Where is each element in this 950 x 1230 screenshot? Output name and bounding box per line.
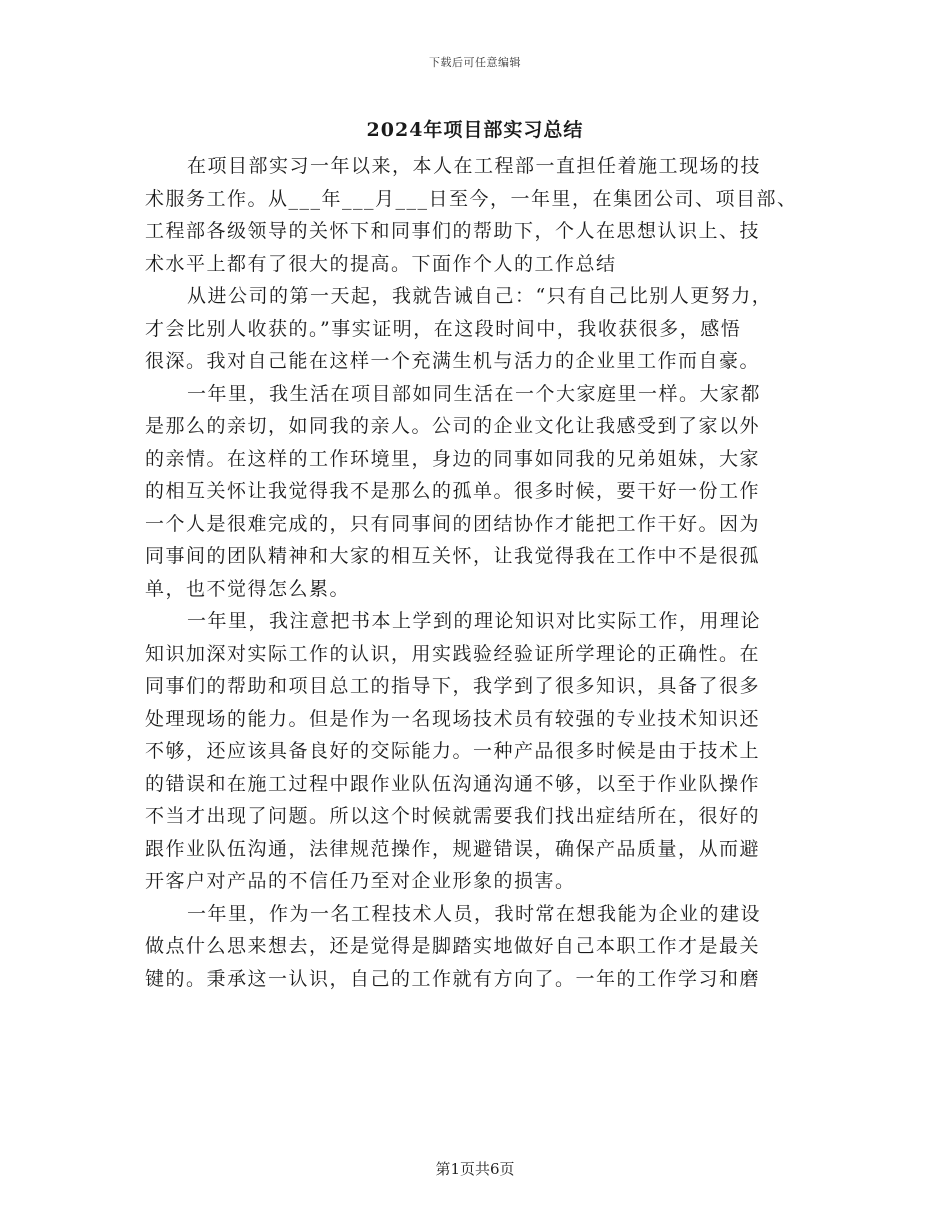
paragraph-line: 同事们的帮助和项目总工的指导下，我学到了很多知识，具备了很多 bbox=[145, 675, 761, 697]
paragraph-line: 是那么的亲切，如同我的亲人。公司的企业文化让我感受到了家以外 bbox=[145, 415, 761, 437]
paragraph-line: 处理现场的能力。但是作为一名现场技术员有较强的专业技术知识还 bbox=[145, 707, 761, 730]
header-note: 下载后可任意编辑 bbox=[429, 56, 521, 69]
paragraph-line: 同事间的团队精神和大家的相互关怀，让我觉得我在工作中不是很孤 bbox=[145, 545, 761, 567]
paragraph-line: 从进公司的第一天起，我就告诫自己：“只有自己比别人更努力， bbox=[187, 285, 773, 307]
document-title: 2024年项目部实习总结 bbox=[366, 119, 584, 141]
paragraph-line: 很深。我对自己能在这样一个充满生机与活力的企业里工作而自豪。 bbox=[145, 350, 761, 372]
paragraph-line: 术水平上都有了很大的提高。下面作个人的工作总结 bbox=[145, 252, 617, 275]
paragraph-line: 的相互关怀让我觉得我不是那么的孤单。很多时候，要干好一份工作 bbox=[145, 480, 761, 502]
paragraph-line: 不当才出现了问题。所以这个时候就需要我们找出症结所在，很好的 bbox=[145, 805, 761, 827]
paragraph-line: 一年里，我生活在项目部如同生活在一个大家庭里一样。大家都 bbox=[187, 382, 762, 405]
paragraph-line: 工程部各级领导的关怀下和同事们的帮助下，个人在思想认识上、技 bbox=[145, 220, 761, 242]
paragraph-line: 在项目部实习一年以来，本人在工程部一直担任着施工现场的技 bbox=[187, 155, 762, 177]
paragraph-line: 键的。秉承这一认识，自己的工作就有方向了。一年的工作学习和磨 bbox=[145, 967, 761, 990]
paragraph-line: 不够，还应该具备良好的交际能力。一种产品很多时候是由于技术上 bbox=[145, 740, 761, 762]
paragraph-line: 的错误和在施工过程中跟作业队伍沟通沟通不够，以至于作业队操作 bbox=[145, 772, 761, 795]
paragraph-line: 的亲情。在这样的工作环境里，身边的同事如同我的兄弟姐妹，大家 bbox=[145, 447, 761, 470]
paragraph-line: 跟作业队伍沟通，法律规范操作，规避错误，确保产品质量，从而避 bbox=[145, 837, 761, 860]
paragraph-line: 一年里，作为一名工程技术人员，我时常在想我能为企业的建设 bbox=[187, 902, 762, 925]
paragraph-line: 知识加深对实际工作的认识，用实践验经验证所学理论的正确性。在 bbox=[145, 642, 761, 665]
paragraph-line: 一个人是很难完成的，只有同事间的团结协作才能把工作干好。因为 bbox=[145, 512, 761, 535]
paragraph-line: 术服务工作。从___年___月___日至今，一年里，在集团公司、项目部、 bbox=[145, 187, 798, 210]
paragraph-line: 开客户对产品的不信任乃至对企业形象的损害。 bbox=[145, 870, 576, 892]
document-body bbox=[145, 150, 825, 995]
paragraph-line: 一年里，我注意把书本上学到的理论知识对比实际工作，用理论 bbox=[187, 610, 762, 632]
paragraph-line: 才会比别人收获的。”事实证明，在这段时间中，我收获很多，感悟 bbox=[145, 317, 742, 340]
paragraph-line: 做点什么思来想去，还是觉得是脚踏实地做好自己本职工作才是最关 bbox=[145, 935, 761, 957]
page-number: 第1页共6页 bbox=[435, 1160, 515, 1178]
paragraph-line: 单，也不觉得怎么累。 bbox=[145, 577, 351, 600]
